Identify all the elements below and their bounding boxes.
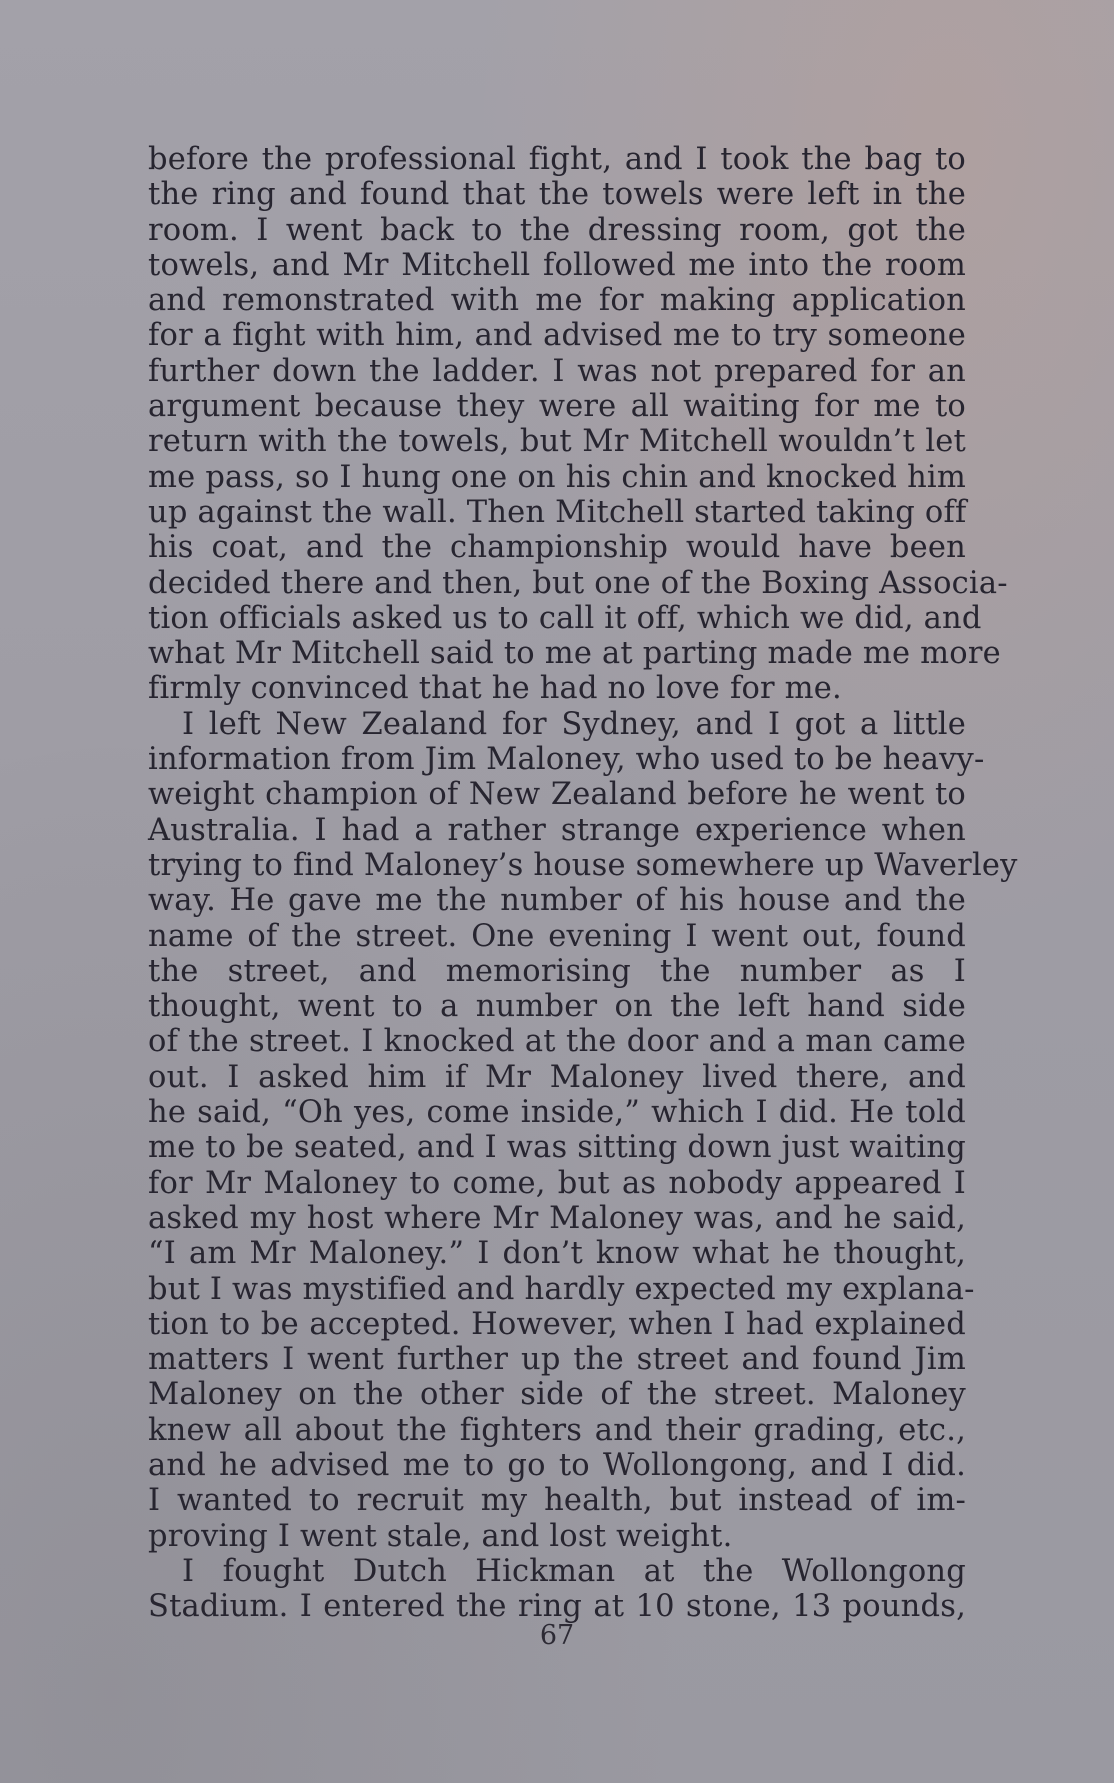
text-line: for Mr Maloney to come, but as nobody appeared I	[148, 1165, 966, 1201]
text-line: proving I went stale, and lost weight.	[148, 1518, 733, 1554]
text-line: the street, and memorising the number as I	[148, 953, 966, 989]
text-line: Australia. I had a rather strange experience when	[148, 812, 966, 848]
text-line: he said, “Oh yes, come inside,” which I did. He told	[148, 1095, 966, 1131]
text-line: “I am Mr Maloney.” I don’t know what he thought,	[148, 1236, 966, 1272]
body-text	[148, 142, 1018, 1625]
text-line: decided there and then, but one of the Boxing Associa-	[148, 565, 1008, 601]
text-line: for a fight with him, and advised me to try someone	[148, 318, 966, 354]
text-line: I wanted to recruit my health, but instead of im-	[148, 1483, 966, 1519]
text-line: further down the ladder. I was not prepared for an	[148, 353, 966, 389]
text-line: knew all about the fighters and their grading, etc.,	[148, 1412, 966, 1448]
page-number: 67	[539, 1620, 575, 1651]
text-line: firmly convinced that he had no love for me.	[148, 671, 842, 707]
text-line: weight champion of New Zealand before he went to	[148, 777, 966, 813]
text-line: and he advised me to go to Wollongong, and I did.	[148, 1447, 966, 1483]
text-line: return with the towels, but Mr Mitchell wouldn’t let	[148, 424, 966, 460]
text-line: but I was mystified and hardly expected my explana-	[148, 1271, 975, 1307]
text-line: name of the street. One evening I went out, found	[148, 918, 966, 954]
text-line: way. He gave me the number of his house and the	[148, 883, 966, 919]
text-line: of the street. I knocked at the door and a man came	[148, 1024, 966, 1060]
text-line: tion to be accepted. However, when I had explained	[148, 1306, 966, 1342]
text-line: tion officials asked us to call it off, which we did, and	[148, 600, 982, 636]
text-line: up against the wall. Then Mitchell started taking off	[148, 494, 967, 530]
text-line: I left New Zealand for Sydney, and I got a little	[182, 706, 966, 742]
text-line: room. I went back to the dressing room, got the	[148, 212, 966, 248]
text-line: his coat, and the championship would have been	[148, 530, 966, 566]
text-line: thought, went to a number on the left hand side	[148, 989, 966, 1025]
text-line: argument because they were all waiting for me to	[148, 389, 966, 425]
text-line: information from Jim Maloney, who used to be heavy-	[148, 742, 985, 778]
text-line: me pass, so I hung one on his chin and knocked him	[148, 459, 966, 495]
text-line: me to be seated, and I was sitting down just waiting	[148, 1130, 966, 1166]
text-line: Maloney on the other side of the street. Maloney	[148, 1377, 966, 1413]
text-line: I fought Dutch Hickman at the Wollongong	[182, 1553, 966, 1589]
text-line: matters I went further up the street and found Jim	[148, 1342, 966, 1378]
text-line: the ring and found that the towels were left in the	[148, 177, 966, 213]
text-line: towels, and Mr Mitchell followed me into the room	[148, 247, 966, 283]
text-line: asked my host where Mr Maloney was, and he said,	[148, 1200, 966, 1236]
text-line: Stadium. I entered the ring at 10 stone, 13 pounds,	[148, 1589, 966, 1625]
text-line: out. I asked him if Mr Maloney lived there, and	[148, 1059, 966, 1095]
text-line: before the professional fight, and I took the bag to	[148, 142, 966, 177]
text-line: and remonstrated with me for making application	[148, 283, 966, 319]
text-line: trying to find Maloney’s house somewhere up Waverley	[148, 847, 1018, 883]
text-line: what Mr Mitchell said to me at parting made me more	[148, 636, 1001, 672]
